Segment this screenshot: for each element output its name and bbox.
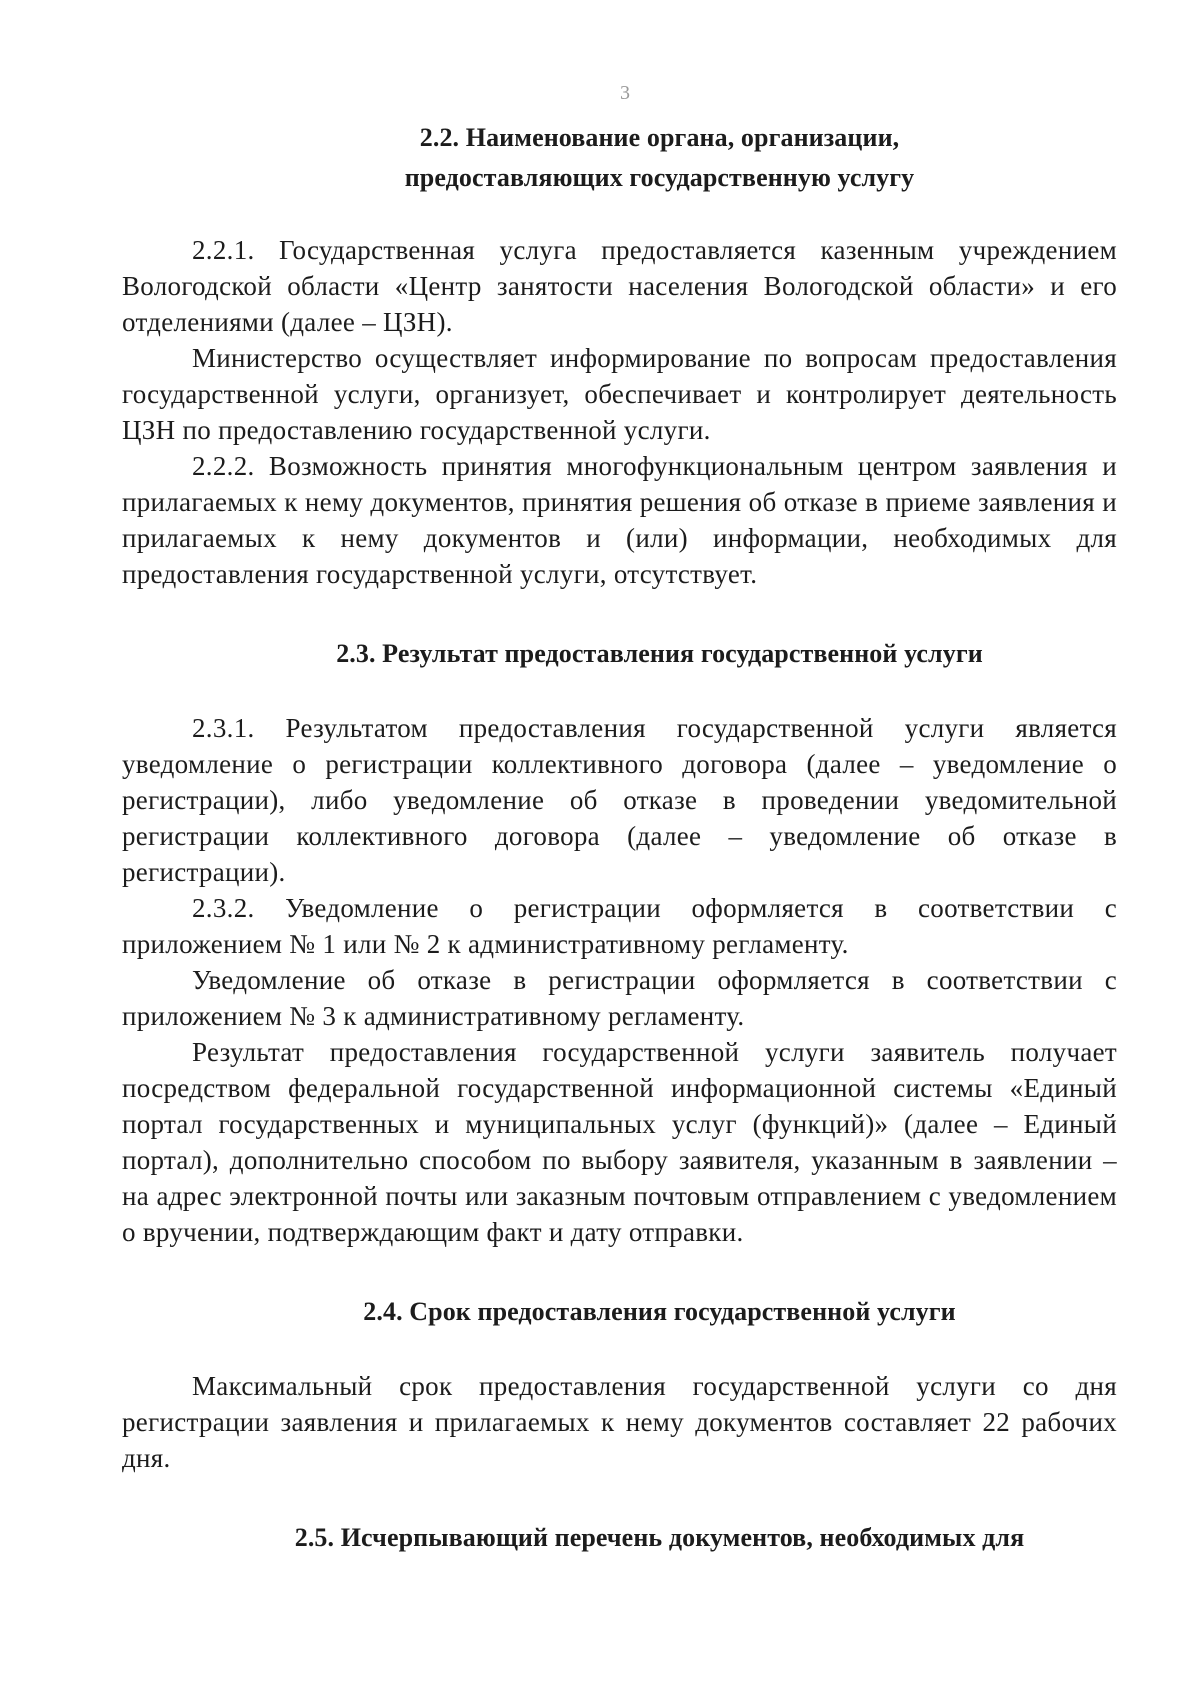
paragraph-2-4: Максимальный срок предоставления государственной услуги со дня регистрации заявления и прилагаемых к нему документов составляет 22 рабочих дня. xyxy=(122,1371,1117,1473)
paragraph-2-3-1: 2.3.1. Результатом предоставления государственной услуги является уведомление о регистрации коллективного договора (далее – уведомление о регистрации), либо уведомление об отказе в проведении уведомительной регистрации коллективного договора (далее – уведомление об отказе в регистрации). xyxy=(122,713,1117,887)
paragraph-ministry: Министерство осуществляет информирование по вопросам предоставления государственной услуги, организует, обеспечивает и контролирует деятельность ЦЗН по предоставлению государственной услуги. xyxy=(122,343,1117,445)
paragraph-2-2-2: 2.2.2. Возможность принятия многофункциональным центром заявления и прилагаемых к нему документов, принятия решения об отказе в приеме заявления и прилагаемых к нему документов и (или) информации, необходимых для предоставления государственной услуги, отсутствует. xyxy=(122,451,1117,589)
paragraph-2-3-2: 2.3.2. Уведомление о регистрации оформляется в соответствии с приложением № 1 или № 2 к административному регламенту. xyxy=(122,893,1117,959)
page-number: 3 xyxy=(620,82,630,104)
section-2-4-heading: 2.4. Срок предоставления государственной услуги xyxy=(363,1297,956,1326)
document-body xyxy=(122,118,1117,1558)
section-2-3-heading: 2.3. Результат предоставления государственной услуги xyxy=(336,639,983,668)
section-2-5-heading: 2.5. Исчерпывающий перечень документов, необходимых для xyxy=(294,1523,1025,1552)
section-2-2-heading xyxy=(122,118,1117,198)
section-2-2-heading-line2: предоставляющих государственную услугу xyxy=(404,163,915,192)
section-2-2-heading-line1: 2.2. Наименование органа, организации, xyxy=(419,123,900,152)
paragraph-result-delivery: Результат предоставления государственной услуги заявитель получает посредством федеральной государственной информационной системы «Единый портал государственных и муниципальных услуг (функций)» (далее – Единый портал), дополнительно способом по выбору заявителя, указанным в заявлении – на адрес электронной почты или заказным почтовым отправлением с уведомлением о вручении, подтверждающим факт и дату отправки. xyxy=(122,1037,1117,1247)
paragraph-2-2-1: 2.2.1. Государственная услуга предоставляется казенным учреждением Вологодской области «Центр занятости населения Вологодской области» и его отделениями (далее – ЦЗН). xyxy=(122,235,1117,337)
paragraph-refusal-notice: Уведомление об отказе в регистрации оформляется в соответствии с приложением № 3 к административному регламенту. xyxy=(122,965,1117,1031)
